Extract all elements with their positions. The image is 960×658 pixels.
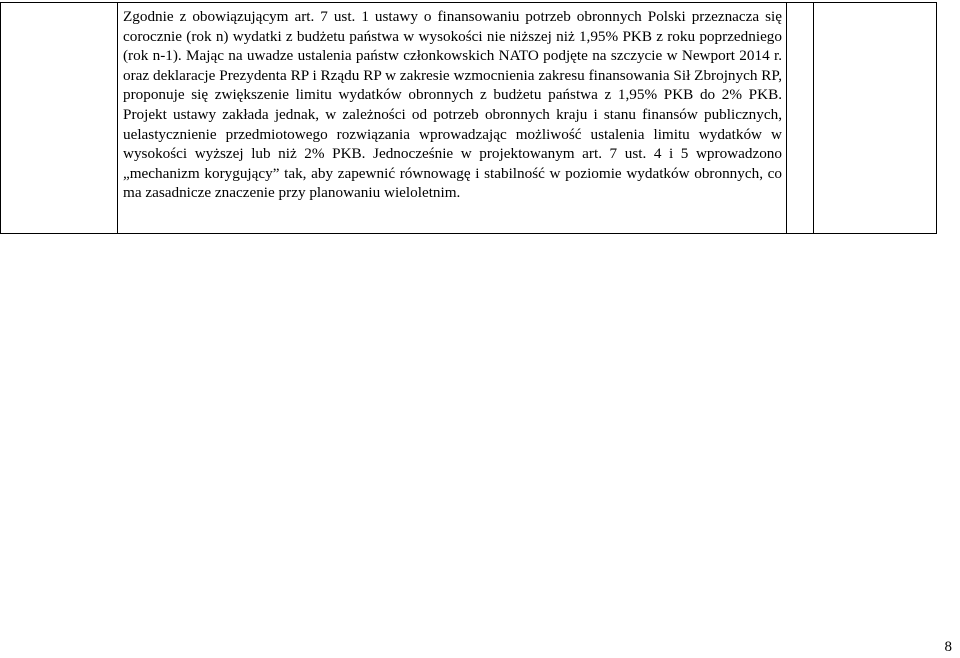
table-cell-content [118,3,787,234]
document-table [0,2,937,234]
table-row [1,3,937,234]
body-paragraph: Zgodnie z obowiązującym art. 7 ust. 1 ustawy o finansowaniu potrzeb obronnych Polski przeznacza się corocznie (rok n) wydatki z budżetu państwa w wysokości nie niższej niż 1,95% PKB z roku poprzedniego (rok n-1). Mając na uwadze ustalenia państw członkowskich NATO podjęte na szczycie w Newport 2014 r. oraz deklaracje Prezydenta RP i Rządu RP w zakresie wzmocnienia zakresu finansowania Sił Zbrojnych RP, proponuje się zwiększenie limitu wydatków obronnych z budżetu państwa z 1,95% PKB do 2% PKB. Projekt ustawy zakłada jednak, w zależności od potrzeb obronnych kraju i stanu finansów publicznych, uelastycznienie przedmiotowego rozwiązania wprowadzając możliwość ustalenia limitu wydatków w wysokości wyższej lub niż 2% PKB. Jednocześnie w projektowanym art. 7 ust. 4 i 5 wprowadzono „mechanizm korygujący” tak, aby zapewnić równowagę i stabilność w poziomie wydatków obronnych, co ma zasadnicze znaczenie przy planowaniu wieloletnim. [123,8,782,202]
table-cell-right [814,3,937,234]
table-cell-narrow [787,3,814,234]
table-cell-left [1,3,118,234]
page-number: 8 [944,639,952,655]
